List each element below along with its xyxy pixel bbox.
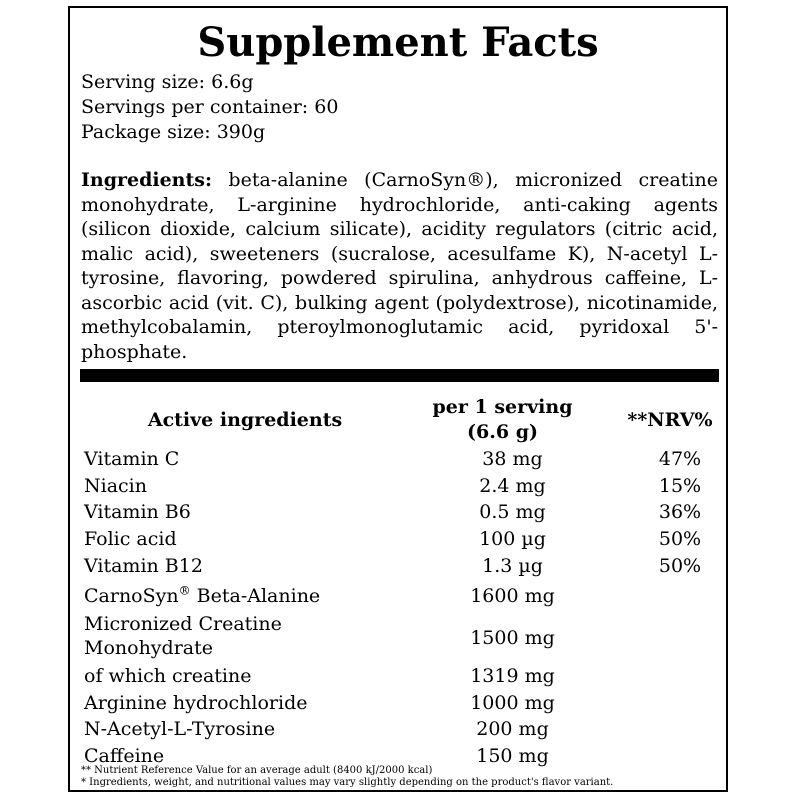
ingredient-name: Vitamin B6	[84, 501, 191, 523]
ingredients-text: beta-alanine (CarnoSyn®), micronized creatine monohydrate, L-arginine hydrochloride, anti-caking agents (silicon dioxide, calcium silicate), acidity regulators (citric acid, malic acid), sweeteners (sucralose, acesulfame K), N-acetyl L-tyrosine, flavoring, powdered spirulina, anhydrous caffeine, L-ascorbic acid (vit. C), bulking agent (polydextrose), nicotinamide, methylcobalamin, pteroylmonoglutamic acid, pyridoxal 5'-phosphate.	[81, 169, 718, 363]
serving-size: Serving size: 6.6g	[81, 71, 254, 93]
nrv-footnote: ** Nutrient Reference Value for an average adult (8400 kJ/2000 kcal)	[81, 765, 433, 776]
ingredient-name: Niacin	[84, 475, 147, 497]
ingredient-amount: 0.5 mg	[479, 501, 546, 523]
footnotes	[81, 765, 613, 789]
ingredient-name-part: CarnoSyn	[84, 585, 179, 607]
ingredient-name-part: Beta-Alanine	[190, 585, 321, 607]
ingredient-amount: 1.3 µg	[482, 555, 543, 577]
ingredient-amount: 2.4 mg	[479, 475, 546, 497]
ingredient-nrv: 47%	[658, 448, 702, 470]
package-size: Package size: 390g	[81, 121, 266, 143]
header-per-serving: per 1 serving (6.6 g)	[432, 396, 573, 443]
serving-info	[81, 70, 338, 145]
ingredient-nrv: 50%	[658, 528, 702, 550]
ingredient-name: Micronized Creatine Monohydrate	[84, 613, 282, 659]
header-active-ingredients: Active ingredients	[147, 409, 343, 431]
ingredient-amount: 1500 mg	[470, 627, 555, 649]
ingredient-name: Vitamin B12	[84, 555, 203, 577]
ingredient-amount: 1600 mg	[470, 585, 555, 607]
ingredient-nrv: 15%	[658, 475, 702, 497]
variance-footnote: * Ingredients, weight, and nutritional values may vary slightly depending on the product's flavor variant.	[81, 777, 614, 788]
ingredient-amount: 38 mg	[482, 448, 543, 470]
ingredient-name: Arginine hydrochloride	[84, 692, 308, 714]
registered-mark: ®	[178, 583, 191, 598]
ingredient-name: Folic acid	[84, 528, 177, 550]
section-divider	[80, 369, 719, 382]
ingredient-name: Vitamin C	[84, 448, 180, 470]
supplement-facts-panel	[68, 6, 728, 792]
ingredient-amount: 200 mg	[476, 718, 549, 740]
ingredient-nrv: 36%	[658, 501, 702, 523]
ingredient-name	[84, 584, 414, 608]
ingredient-name: N-Acetyl-L-Tyrosine	[84, 718, 276, 740]
ingredients-label: Ingredients:	[81, 169, 212, 191]
panel-title: Supplement Facts	[197, 19, 599, 66]
ingredient-amount: 1319 mg	[470, 665, 555, 687]
ingredient-amount: 100 µg	[479, 528, 546, 550]
ingredients-paragraph	[81, 168, 718, 364]
ingredient-name: Caffeine	[84, 745, 165, 767]
header-nrv: **NRV%	[627, 409, 713, 431]
table-row	[80, 612, 720, 660]
ingredient-name: of which creatine	[84, 665, 252, 687]
ingredient-amount: 1000 mg	[470, 692, 555, 714]
ingredient-amount: 150 mg	[476, 745, 549, 767]
servings-per-container: Servings per container: 60	[81, 96, 339, 118]
ingredient-nrv: 50%	[658, 555, 702, 577]
